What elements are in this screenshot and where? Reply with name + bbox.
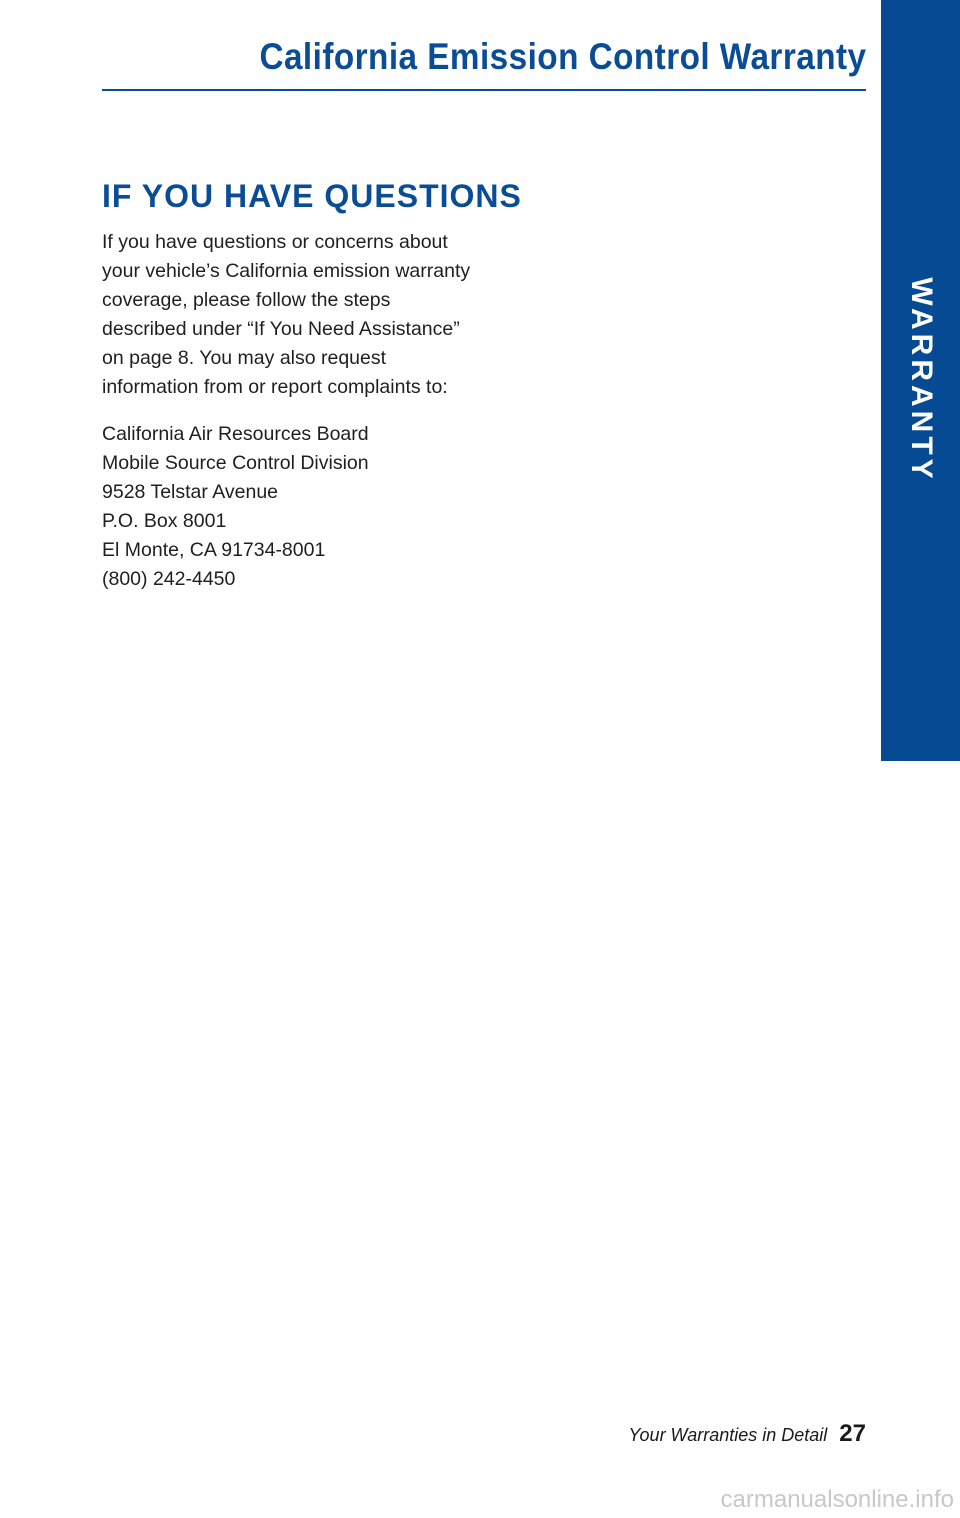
phone-number: (800) 242-4450: [102, 568, 236, 590]
page-footer: [629, 1420, 866, 1448]
side-tab-label: WARRANTY: [904, 277, 938, 483]
address-block: [102, 420, 482, 594]
address-line: El Monte, CA 91734-8001: [102, 539, 326, 561]
address-line: 9528 Telstar Avenue: [102, 481, 279, 503]
watermark: carmanualsonline.info: [720, 1486, 954, 1513]
footer-label: Your Warranties in Detail: [628, 1425, 828, 1445]
page-title: California Emission Control Warranty: [258, 36, 866, 77]
page-number: 27: [839, 1420, 866, 1447]
intro-paragraph: If you have questions or concerns about your vehicle’s California emission warranty coverage, please follow the steps described under “If You Need Assistance” on page 8. You may also request information from or report complaints to:: [102, 231, 471, 398]
title-divider: [102, 89, 866, 91]
address-line: P.O. Box 8001: [102, 510, 227, 532]
address-line: Mobile Source Control Division: [102, 452, 369, 474]
side-tab: [881, 0, 960, 761]
section-heading: IF YOU HAVE QUESTIONS: [102, 178, 522, 214]
address-line: California Air Resources Board: [102, 423, 369, 445]
